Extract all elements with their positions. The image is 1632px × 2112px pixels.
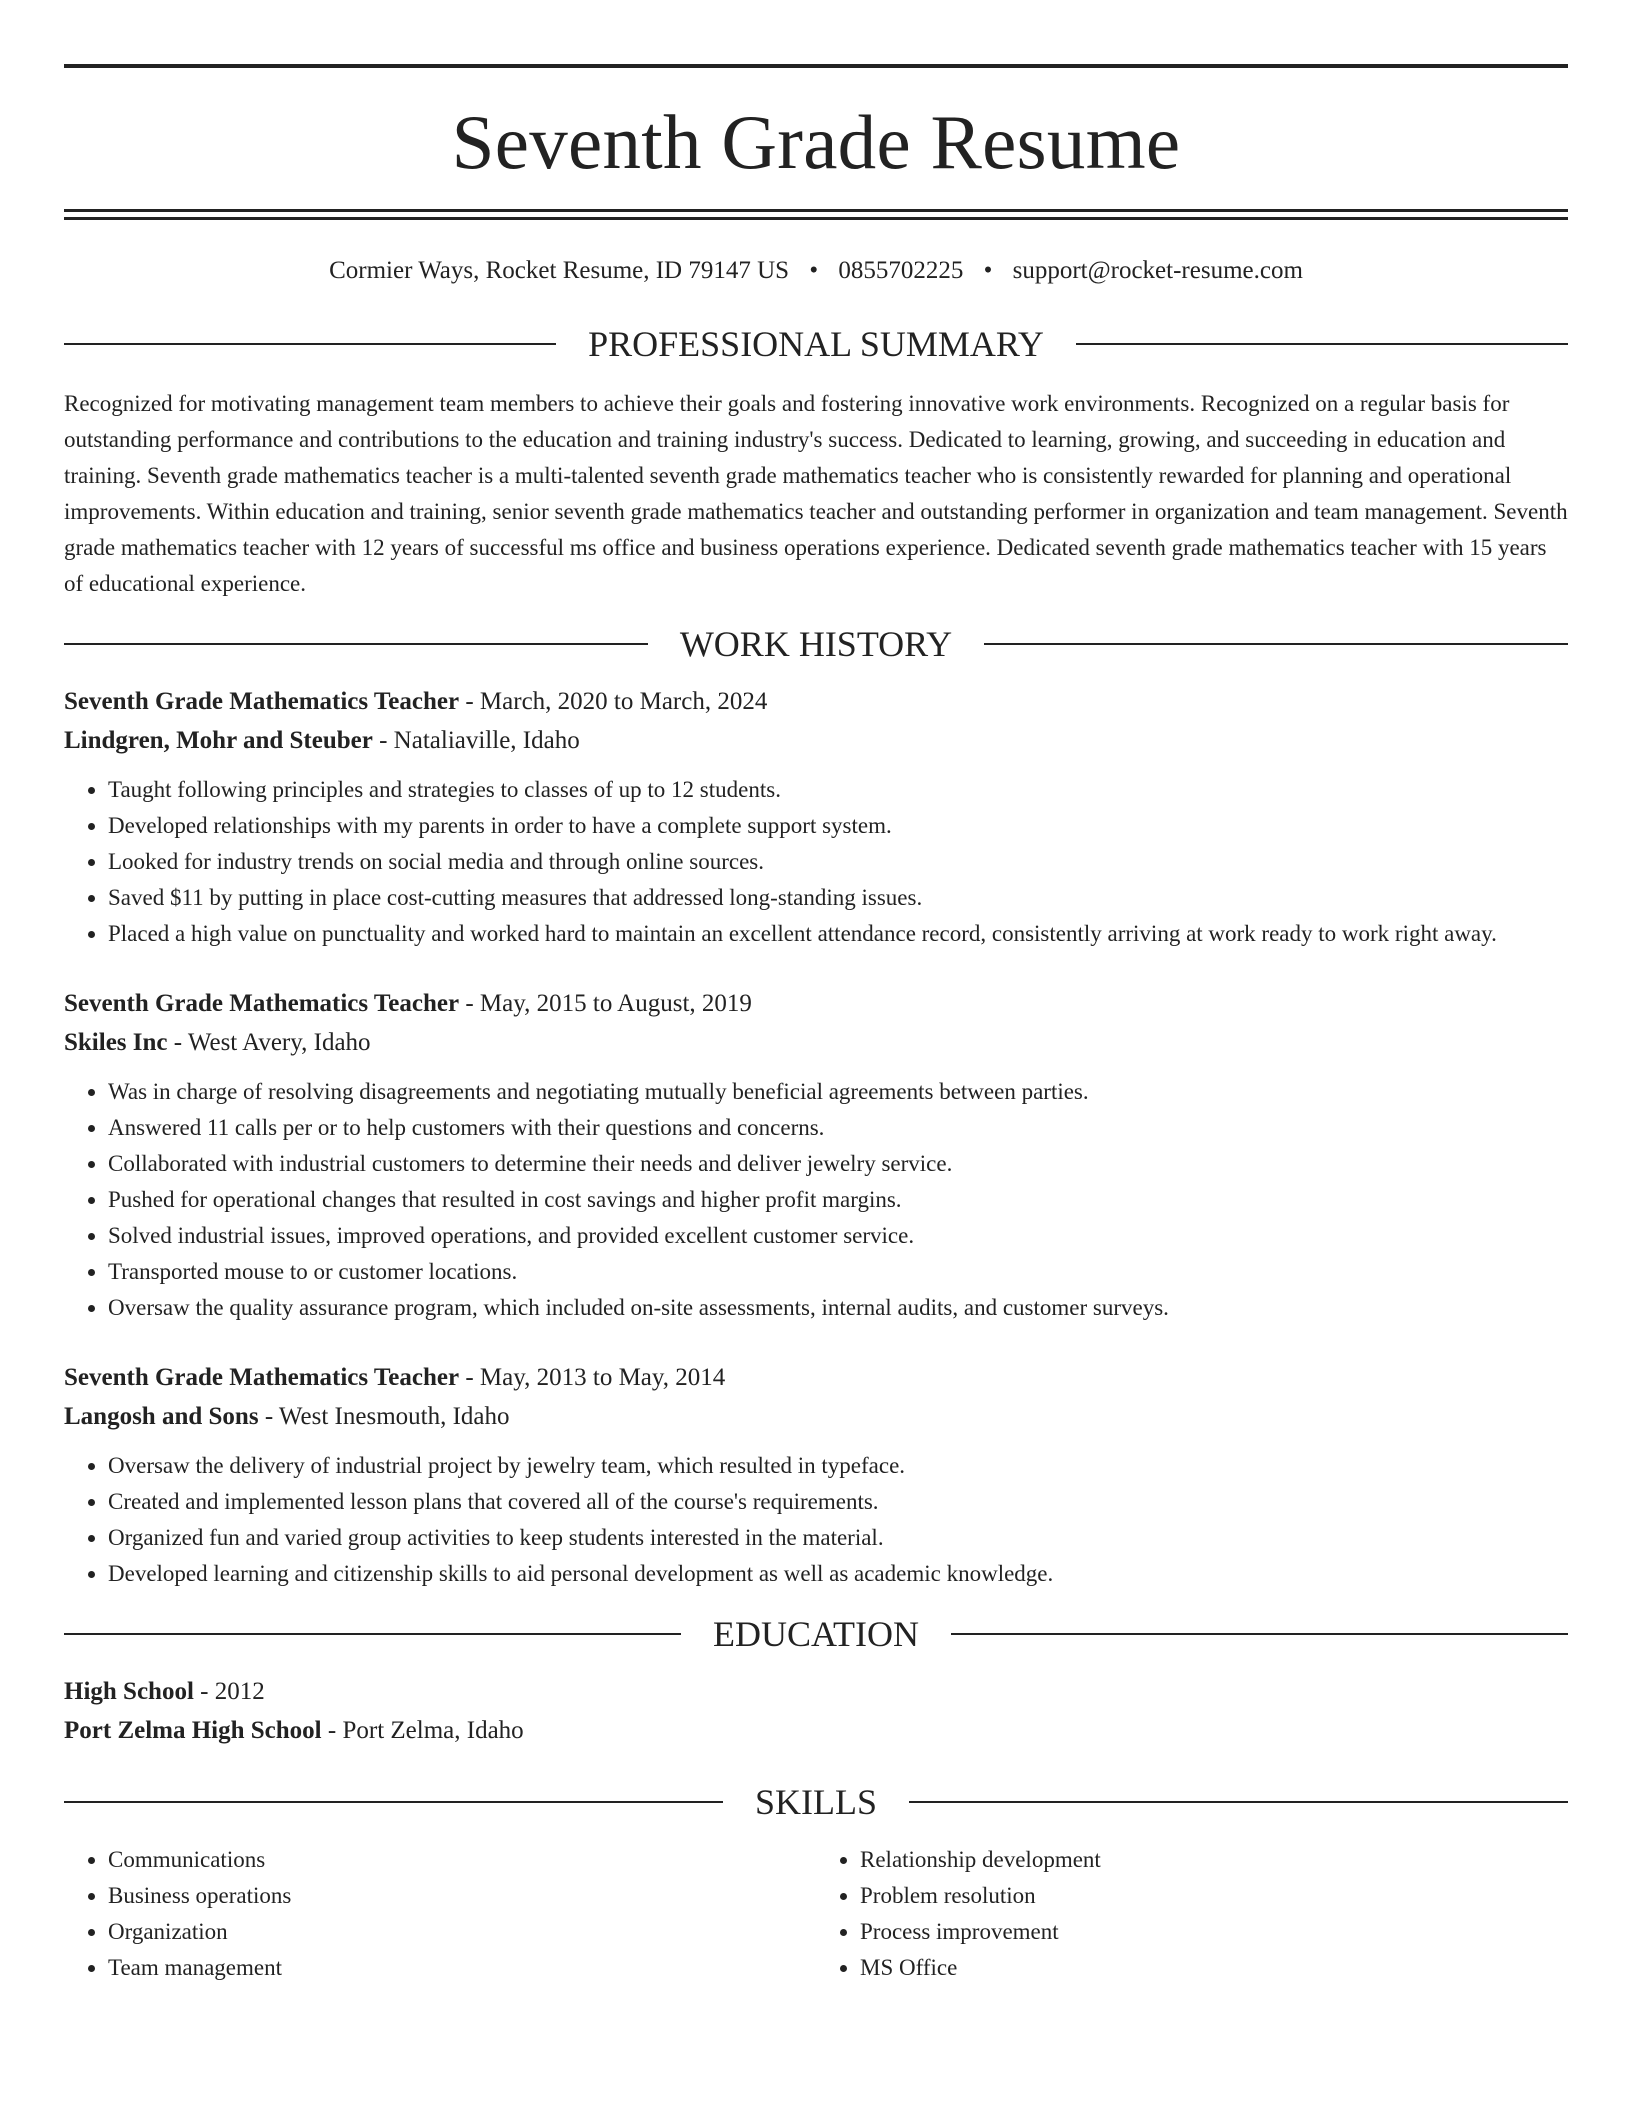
job-dates: - March, 2020 to March, 2024 [459,688,768,715]
heading-rule [64,643,648,645]
education-school-line [64,1711,1568,1750]
skill-item: • Business operations [108,1878,816,1914]
skills-column-right [816,1842,1568,1986]
education-heading-row [64,1616,1568,1652]
job-dates: - May, 2015 to August, 2019 [459,990,752,1017]
work-heading: WORK HISTORY [679,624,953,664]
skills-heading-row [64,1784,1568,1820]
job-bullet: • Organized fun and varied group activities to keep students interested in the material. [108,1520,1568,1556]
title-double-rule [64,209,1568,220]
job-entry [64,682,1568,952]
skill-item: • Problem resolution [860,1878,1568,1914]
skill-item: • Process improvement [860,1914,1568,1950]
skills-heading: SKILLS [755,1782,878,1822]
job-bullet: • Placed a high value on punctuality and worked hard to maintain an excellent attendance record, consistently arriving at work ready to work right away. [108,916,1568,952]
education-degree: High School [64,1678,194,1705]
heading-rule [64,1633,681,1635]
job-title-line [64,1358,1568,1397]
job-bullets [64,1074,1568,1326]
job-title: Seventh Grade Mathematics Teacher [64,990,460,1017]
skill-item: • MS Office [860,1950,1568,1986]
job-bullet: • Oversaw the quality assurance program, which included on-site assessments, internal audits, and customer surveys. [108,1290,1568,1326]
job-bullet: • Answered 11 calls per or to help customers with their questions and concerns. [108,1110,1568,1146]
job-bullet: • Developed relationships with my parents in order to have a complete support system. [108,808,1568,844]
heading-rule [984,643,1568,645]
job-location: - West Inesmouth, Idaho [258,1403,510,1430]
job-bullets [64,772,1568,952]
contact-line [64,256,1568,286]
job-location: - West Avery, Idaho [167,1029,371,1056]
job-location: - Nataliaville, Idaho [372,727,580,754]
skill-item: • Team management [108,1950,816,1986]
job-bullet: • Developed learning and citizenship skills to aid personal development as well as academic knowledge. [108,1556,1568,1592]
heading-rule [64,1801,723,1803]
contact-email: support@rocket-resume.com [1012,257,1303,284]
job-company-line [64,721,1568,760]
job-title-line [64,682,1568,721]
job-bullet: • Taught following principles and strategies to classes of up to 12 students. [108,772,1568,808]
job-company: Lindgren, Mohr and Steuber [64,727,373,754]
job-bullet: • Saved $11 by putting in place cost-cutting measures that addressed long-standing issues. [108,880,1568,916]
summary-heading-row [64,326,1568,362]
job-title: Seventh Grade Mathematics Teacher [64,1364,460,1391]
job-entry [64,1358,1568,1592]
job-company: Langosh and Sons [64,1403,259,1430]
job-bullet: • Solved industrial issues, improved operations, and provided excellent customer service. [108,1218,1568,1254]
heading-rule [64,343,556,345]
skill-item: • Relationship development [860,1842,1568,1878]
education-year: - 2012 [193,1678,265,1705]
job-entry [64,984,1568,1326]
summary-text: Recognized for motivating management team members to achieve their goals and fostering innovative work environments. Recognized on a regular basis for outstanding performance and contributions to the education and training industry's success. Dedicated to learning, growing, and succeeding in education and training. Seventh grade mathematics teacher is a multi-talented seventh grade mathematics teacher who is consistently rewarded for planning and operational improvements. Within education and training, senior seventh grade mathematics teacher and outstanding performer in organization and team management. Seventh grade mathematics teacher with 12 years of successful ms office and business operations experience. Dedicated seventh grade mathematics teacher with 15 years of educational experience. [64,391,1568,596]
job-bullet: • Looked for industry trends on social media and through online sources. [108,844,1568,880]
job-dates: - May, 2013 to May, 2014 [459,1364,726,1391]
heading-rule [951,1633,1568,1635]
top-rule [64,64,1568,68]
job-bullet: • Oversaw the delivery of industrial project by jewelry team, which resulted in typeface. [108,1448,1568,1484]
job-bullet: • Transported mouse to or customer locations. [108,1254,1568,1290]
summary-heading: PROFESSIONAL SUMMARY [588,324,1044,364]
education-degree-line [64,1672,1568,1711]
job-bullet: • Collaborated with industrial customers to determine their needs and deliver jewelry service. [108,1146,1568,1182]
job-company-line [64,1023,1568,1062]
education-location: - Port Zelma, Idaho [321,1717,524,1744]
education-heading: EDUCATION [713,1614,919,1654]
heading-rule [909,1801,1568,1803]
skill-item: • Communications [108,1842,816,1878]
contact-phone: 0855702225 [838,257,964,284]
heading-rule [1076,343,1568,345]
job-company: Skiles Inc [64,1029,168,1056]
job-bullet: • Created and implemented lesson plans that covered all of the course's requirements. [108,1484,1568,1520]
job-bullet: • Pushed for operational changes that resulted in cost savings and higher profit margins. [108,1182,1568,1218]
job-bullets [64,1448,1568,1592]
work-heading-row [64,626,1568,662]
contact-separator: • [983,257,993,284]
skills-column-left [64,1842,816,1986]
resume-title: Seventh Grade Resume [451,99,1181,185]
skill-item: • Organization [108,1914,816,1950]
job-title: Seventh Grade Mathematics Teacher [64,688,460,715]
education-school: Port Zelma High School [64,1717,322,1744]
contact-separator: • [809,257,819,284]
resume-page [64,64,1568,1986]
job-title-line [64,984,1568,1023]
job-bullet: • Was in charge of resolving disagreements and negotiating mutually beneficial agreements between parties. [108,1074,1568,1110]
education-entry [64,1672,1568,1750]
contact-address: Cormier Ways, Rocket Resume, ID 79147 US [329,257,790,284]
skills-list [64,1842,1568,1986]
job-company-line [64,1397,1568,1436]
